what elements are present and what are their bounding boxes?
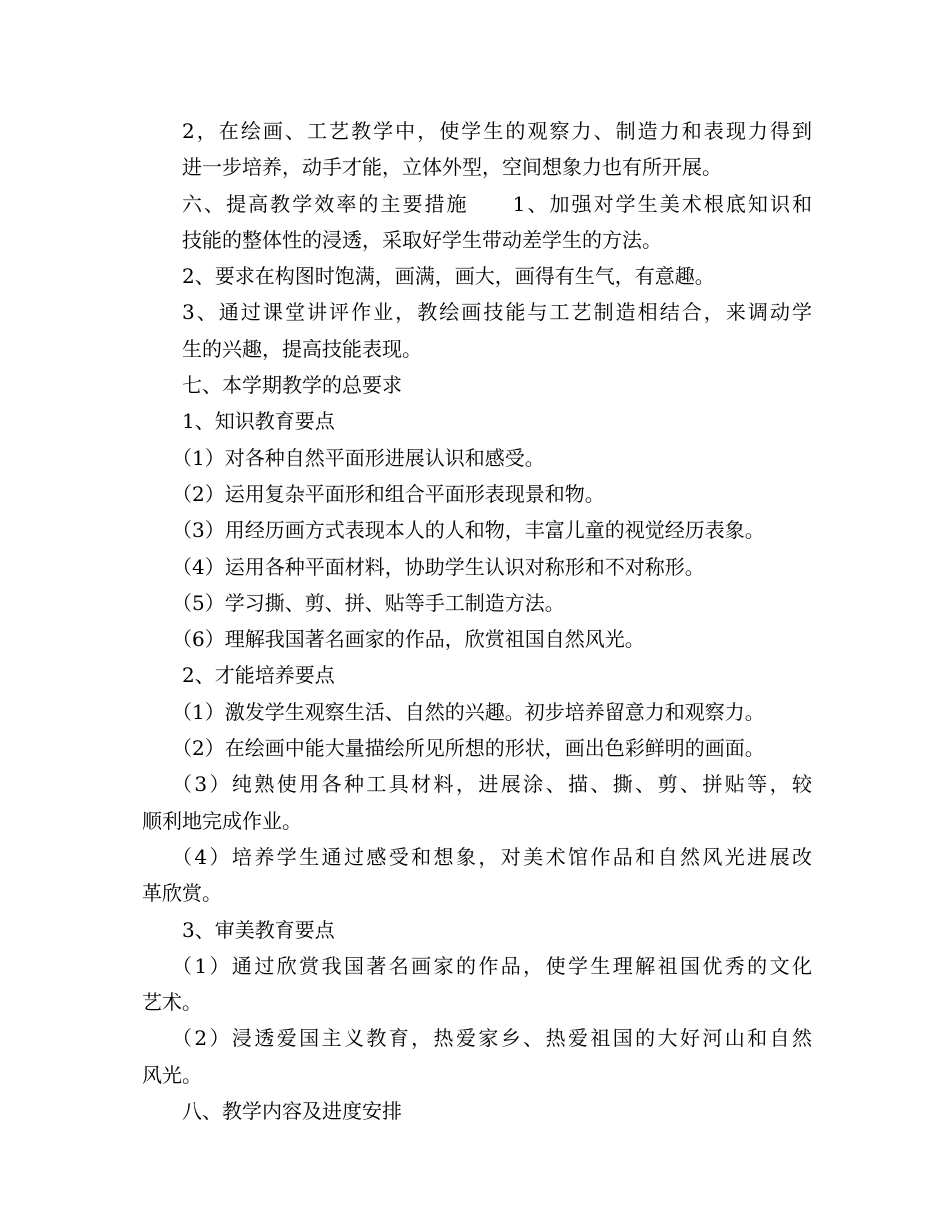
list-item xyxy=(142,1020,812,1093)
paragraph-line: （1）通过欣赏我国著名画家的作品，使学生理解祖国优秀的文化 xyxy=(172,953,812,978)
list-item xyxy=(142,948,812,1021)
paragraph xyxy=(142,294,812,367)
paragraph: 2、要求在构图时饱满，画满，画大，画得有生气，有意趣。 xyxy=(182,264,715,289)
paragraph-line: 艺术。 xyxy=(142,990,202,1015)
section-heading-7: 七、本学期教学的总要求 xyxy=(182,373,402,398)
paragraph-line: 3、通过课堂讲评作业，教绘画技能与工艺制造相结合，来调动学 xyxy=(182,300,812,325)
paragraph xyxy=(142,113,812,186)
paragraph-line: 顺利地完成作业。 xyxy=(142,808,302,833)
subheading-aesthetic: 3、审美教育要点 xyxy=(182,917,335,942)
list-item: （2）在绘画中能大量描绘所见所想的形状，画出色彩鲜明的画面。 xyxy=(172,736,765,761)
paragraph-line: 生的兴趣，提高技能表现。 xyxy=(182,336,422,361)
list-item: （1）激发学生观察生活、自然的兴趣。初步培养留意力和观察力。 xyxy=(172,699,765,724)
paragraph-line: 技能的整体性的浸透，采取好学生带动差学生的方法。 xyxy=(182,227,662,252)
list-item: （6）理解我国著名画家的作品，欣赏祖国自然风光。 xyxy=(172,627,645,652)
paragraph-line: （4）培养学生通过感受和想象，对美术馆作品和自然风光进展改 xyxy=(172,844,812,869)
section-heading-6 xyxy=(142,186,812,259)
paragraph-line: 2，在绘画、工艺教学中，使学生的观察力、制造力和表现力得到 xyxy=(182,119,812,143)
paragraph-line: （3）纯熟使用各种工具材料，进展涂、描、撕、剪、拼贴等，较 xyxy=(172,772,812,797)
paragraph-line: 进一步培养，动手才能，立体外型，空间想象力也有所开展。 xyxy=(182,155,722,180)
paragraph-line: 六、提高教学效率的主要措施 1、加强对学生美术根底知识和 xyxy=(182,191,812,216)
list-item: （5）学习撕、剪、拼、贴等手工制造方法。 xyxy=(172,590,565,615)
list-item xyxy=(142,766,812,839)
list-item: （2）运用复杂平面形和组合平面形表现景和物。 xyxy=(172,481,605,506)
section-heading-8: 八、教学内容及进度安排 xyxy=(182,1099,402,1124)
list-item xyxy=(142,839,812,912)
paragraph-line: （2）浸透爱国主义教育，热爱家乡、热爱祖国的大好河山和自然 xyxy=(172,1026,812,1051)
document-body xyxy=(142,113,812,1129)
subheading-ability: 2、才能培养要点 xyxy=(182,663,335,688)
subheading-knowledge: 1、知识教育要点 xyxy=(182,409,335,434)
paragraph-line: 风光。 xyxy=(142,1062,202,1087)
list-item: （1）对各种自然平面形进展认识和感受。 xyxy=(172,445,545,470)
paragraph-line: 革欣赏。 xyxy=(142,881,222,906)
list-item: （3）用经历画方式表现本人的人和物，丰富儿童的视觉经历表象。 xyxy=(172,518,765,543)
list-item: （4）运用各种平面材料，协助学生认识对称形和不对称形。 xyxy=(172,554,705,579)
